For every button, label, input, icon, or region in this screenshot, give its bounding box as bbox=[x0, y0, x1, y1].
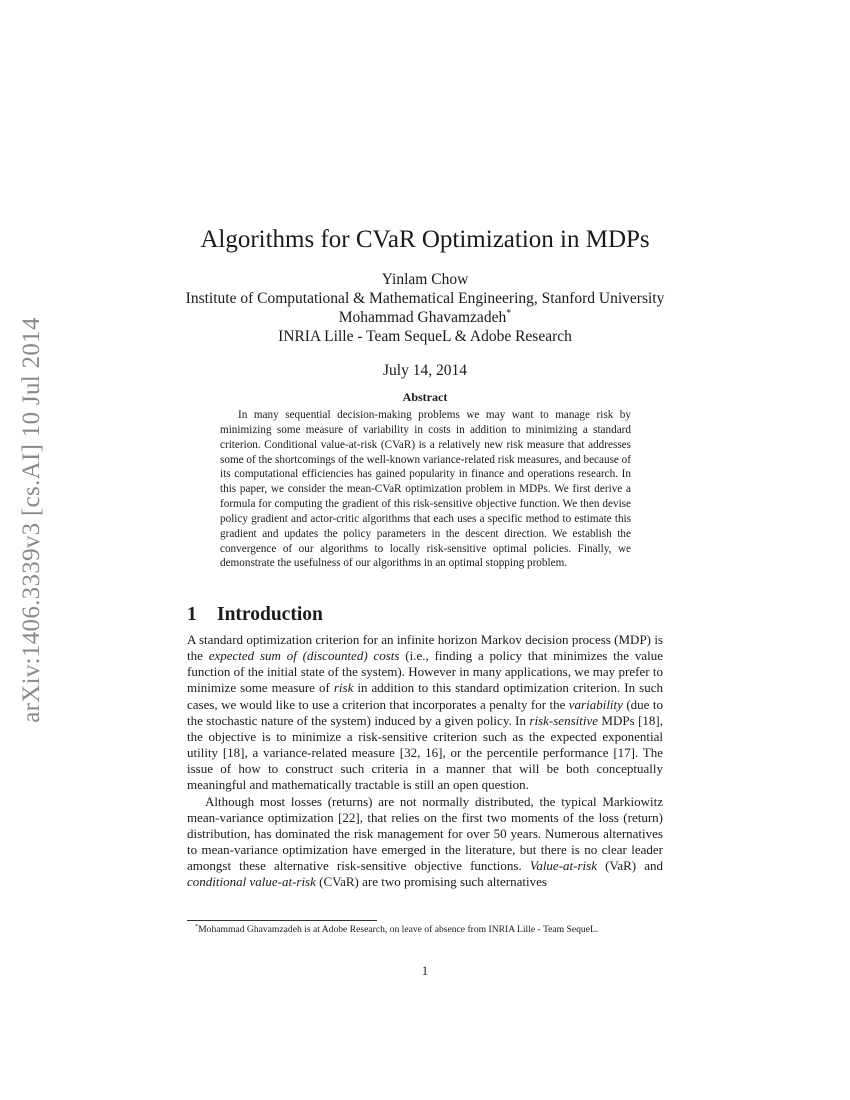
footnote-divider bbox=[187, 920, 377, 921]
body-paragraph: Although most losses (returns) are not normally distributed, the typical Markiowitz mean-variance optimization [22], that relies on the first two moments of the loss (return) distribution, has dominated the risk management for over 50 years. Numerous alternatives to mean-variance optimization have emerged in the literature, but there is no clear leader amongst these alternative risk-sensitive objective functions. Value-at-risk (VaR) and conditional value-at-risk (CVaR) are two promising such alternatives bbox=[187, 793, 663, 890]
footnote-marker: * bbox=[195, 922, 199, 930]
abstract-text: In many sequential decision-making problems we may want to manage risk by minimizing some measure of variability in costs in addition to minimizing a standard criterion. Conditional value-at-risk (CVaR) is a relatively new risk measure that addresses some of the shortcomings of the well-known variance-related risk measures, and because of its computational efficiencies has gained popularity in finance and operations research. In this paper, we consider the mean-CVaR optimization problem in MDPs. We first derive a formula for computing the gradient of this risk-sensitive objective function. We then devise policy gradient and actor-critic algorithms that each uses a specific method to estimate this gradient and updates the policy parameters in the descent direction. We establish the convergence of our algorithms to locally risk-sensitive optimal policies. Finally, we demonstrate the usefulness of our algorithms in an optimal stopping problem. bbox=[220, 409, 631, 570]
arxiv-identifier-stamp bbox=[14, 290, 50, 750]
section-title: Introduction bbox=[217, 604, 323, 625]
section-body bbox=[187, 632, 663, 891]
author-name: Mohammad Ghavamzadeh* bbox=[338, 307, 512, 326]
paper-date: July 14, 2014 bbox=[383, 362, 467, 379]
footnote-marker: * bbox=[506, 307, 512, 319]
abstract-heading: Abstract bbox=[402, 390, 448, 404]
author-block bbox=[150, 270, 700, 346]
body-paragraph: A standard optimization criterion for an infinite horizon Markov decision process (MDP) is the expected sum of (discounted) costs (i.e., finding a policy that minimizes the value function of the initial state of the system). However in many applications, we may prefer to minimize some measure of risk in addition to this standard optimization criterion. In such cases, we would like to use a criterion that incorporates a penalty for the variability (due to the stochastic nature of the system) induced by a given policy. In risk-sensitive MDPs [18], the objective is to minimize a risk-sensitive criterion such as the expected exponential utility [18], a variance-related measure [32, 16], or the percentile performance [17]. The issue of how to construct such criteria in a manner that will be both conceptually meaningful and mathematically tractable is still an open question. bbox=[187, 632, 663, 793]
arxiv-stamp-text: arXiv:1406.3339v3 [cs.AI] 10 Jul 2014 bbox=[18, 317, 45, 723]
page-number: 1 bbox=[421, 964, 429, 978]
section-number: 1 bbox=[187, 604, 197, 625]
author-affiliation: Institute of Computational & Mathematical Engineering, Stanford University bbox=[185, 290, 665, 307]
author-name: Yinlam Chow bbox=[381, 271, 469, 288]
footnote: *Mohammad Ghavamzadeh is at Adobe Research, on leave of absence from INRIA Lille - Team SequeL. bbox=[195, 922, 599, 935]
author-affiliation: INRIA Lille - Team SequeL & Adobe Research bbox=[278, 328, 572, 345]
section-heading bbox=[187, 603, 323, 627]
paper-title: Algorithms for CVaR Optimization in MDPs bbox=[200, 226, 650, 253]
